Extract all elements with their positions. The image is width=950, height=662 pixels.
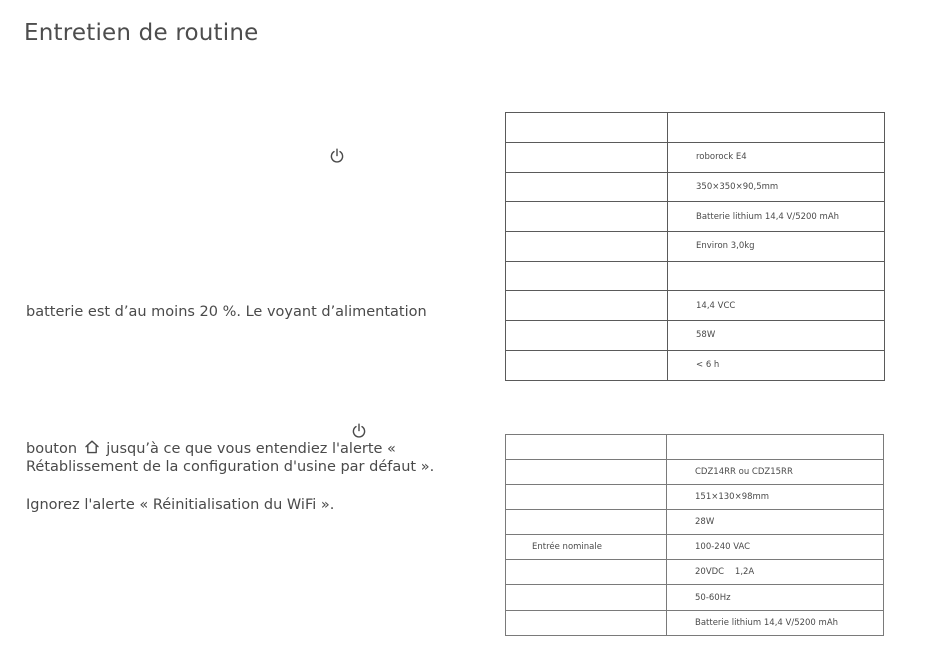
- table-row: [506, 172, 885, 202]
- spec-label: [506, 113, 668, 143]
- spec-value: 20VDC 1,2A: [667, 560, 884, 585]
- power-icon: [351, 423, 367, 439]
- table-row: [506, 232, 885, 262]
- table-row: [506, 321, 885, 351]
- table-row: [506, 510, 884, 535]
- battery-instruction: batterie est d’au moins 20 %. Le voyant d’alimentation: [26, 304, 427, 320]
- table-row: [506, 610, 884, 635]
- table-row: [506, 435, 884, 460]
- robot-spec-table: [505, 112, 885, 381]
- spec-value: < 6 h: [668, 350, 885, 380]
- table-row: [506, 585, 884, 610]
- page-title: Entretien de routine: [24, 20, 259, 46]
- spec-value: Batterie lithium 14,4 V/5200 mAh: [668, 202, 885, 232]
- table-row: [506, 485, 884, 510]
- spec-value: roborock E4: [668, 143, 885, 173]
- spec-value: [668, 261, 885, 291]
- spec-value: 14,4 VCC: [668, 291, 885, 321]
- table-row: [506, 202, 885, 232]
- spec-label: [506, 172, 668, 202]
- spec-value: [668, 113, 885, 143]
- spec-label: [506, 232, 668, 262]
- spec-value: 58W: [668, 321, 885, 351]
- table-row: [506, 261, 885, 291]
- reset-instruction-line2: Rétablissement de la configuration d'usine par défaut ».: [26, 459, 435, 475]
- spec-value: 100-240 VAC: [667, 535, 884, 560]
- table-row: [506, 460, 884, 485]
- table-row: [506, 350, 885, 380]
- spec-label: [506, 350, 668, 380]
- reset-line1-before: bouton: [26, 441, 78, 457]
- spec-label: [506, 261, 668, 291]
- reset-line1-after: jusqu’à ce que vous entendiez l'alerte «: [106, 441, 396, 457]
- spec-label: [506, 321, 668, 351]
- spec-value: 28W: [667, 510, 884, 535]
- spec-label: [506, 460, 667, 485]
- spec-label: [506, 291, 668, 321]
- spec-value: CDZ14RR ou CDZ15RR: [667, 460, 884, 485]
- spec-label: [506, 585, 667, 610]
- table-row: [506, 535, 884, 560]
- table-row: [506, 143, 885, 173]
- spec-value: 151×130×98mm: [667, 485, 884, 510]
- home-icon: [84, 439, 100, 455]
- power-icon: [329, 148, 345, 164]
- spec-value: 50-60Hz: [667, 585, 884, 610]
- reset-instruction-line1: [26, 439, 396, 459]
- spec-label: Entrée nominale: [506, 535, 667, 560]
- spec-value: [667, 435, 884, 460]
- table-row: [506, 560, 884, 585]
- spec-label: [506, 435, 667, 460]
- charger-spec-table: [505, 434, 884, 636]
- spec-label: [506, 485, 667, 510]
- spec-label: [506, 610, 667, 635]
- spec-value: Environ 3,0kg: [668, 232, 885, 262]
- spec-value: 350×350×90,5mm: [668, 172, 885, 202]
- spec-label: [506, 510, 667, 535]
- reset-instruction-line3: Ignorez l'alerte « Réinitialisation du WiFi ».: [26, 497, 335, 513]
- spec-label: [506, 560, 667, 585]
- spec-label: [506, 202, 668, 232]
- spec-label: [506, 143, 668, 173]
- spec-value: Batterie lithium 14,4 V/5200 mAh: [667, 610, 884, 635]
- table-row: [506, 113, 885, 143]
- table-row: [506, 291, 885, 321]
